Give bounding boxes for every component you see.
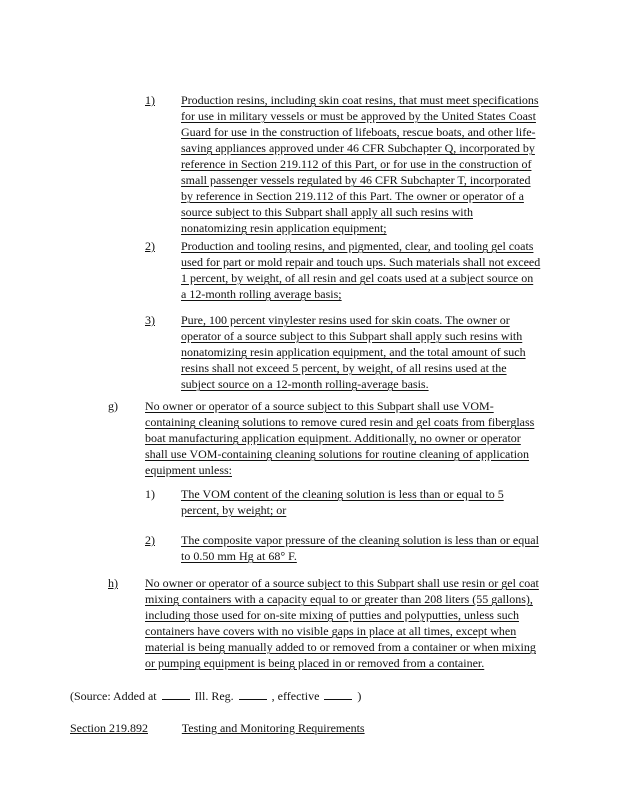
source-date-blank	[324, 688, 352, 700]
subsection-g-text: No owner or operator of a source subject to this Subpart shall use VOM-containing cleaning solutions to remove cured resin and gel coats from fiberglass boat manufacturing application equipment. Additionally, no owner or operator shall use VOM-containing cleaning solutions for routine cleaning of application equipment unless:	[145, 399, 535, 477]
item-3-number: 3)	[145, 313, 155, 327]
section-title: Testing and Monitoring Requirements	[181, 721, 365, 735]
item-1-text: Production resins, including skin coat resins, that must meet specifications for use in military vessels or must be approved by the United States Coast Guard for use in the construction of lifeboats, rescue boats, and other life-saving appliances approved under 46 CFR Subchapter Q, incorporated by reference in Section 219.112 of this Part, or for use in the construction of small passenger vessels regulated by 46 CFR Subchapter T, incorporated by reference in Section 219.112 of this Part. The owner or operator of a source subject to this Subpart shall apply all such resins with nonatomizing resin application equipment;	[181, 93, 539, 235]
item-1-number: 1)	[145, 93, 155, 107]
source-note-prefix: (Source: Added at	[70, 689, 157, 703]
g-sub-2-number: 2)	[145, 533, 155, 547]
source-volume-blank	[162, 688, 190, 700]
g-sub-1-number: 1)	[145, 487, 155, 501]
item-2-text: Production and tooling resins, and pigmented, clear, and tooling gel coats used for part or mold repair and touch ups. Such materials shall not exceed 1 percent, by weight, of all resin and gel coats used at a subject source on a 12-month rolling average basis;	[181, 239, 541, 301]
source-note	[70, 688, 361, 704]
subsection-h-label: h)	[108, 576, 118, 590]
item-2-number: 2)	[145, 239, 155, 253]
g-sub-1-text: The VOM content of the cleaning solution is less than or equal to 5 percent, by weight; or	[181, 487, 504, 517]
section-number: Section 219.892	[70, 721, 148, 735]
subsection-h-text: No owner or operator of a source subject to this Subpart shall use resin or gel coat mixing containers with a capacity equal to or greater than 208 liters (55 gallons), including those used for on-site mixing of putties and polyputties, unless such containers have covers with no visible gaps in place at all times, except when material is being manually added to or removed from a container or when mixing or pumping equipment is being placed in or removed from a container.	[145, 576, 539, 670]
source-page-blank	[239, 688, 267, 700]
source-note-middle: Ill. Reg.	[194, 689, 234, 703]
section-heading	[70, 720, 365, 736]
source-note-effective: , effective	[271, 689, 320, 703]
source-note-suffix: )	[357, 689, 362, 703]
g-sub-2-text: The composite vapor pressure of the cleaning solution is less than or equal to 0.50 mm Hg at 68° F.	[181, 533, 539, 563]
item-3-text: Pure, 100 percent vinylester resins used for skin coats. The owner or operator of a source subject to this Subpart shall apply such resins with nonatomizing resin application equipment, and the total amount of such resins shall not exceed 5 percent, by weight, of all resins used at the subject source on a 12-month rolling-average basis.	[181, 313, 526, 391]
subsection-g-label: g)	[108, 399, 118, 413]
